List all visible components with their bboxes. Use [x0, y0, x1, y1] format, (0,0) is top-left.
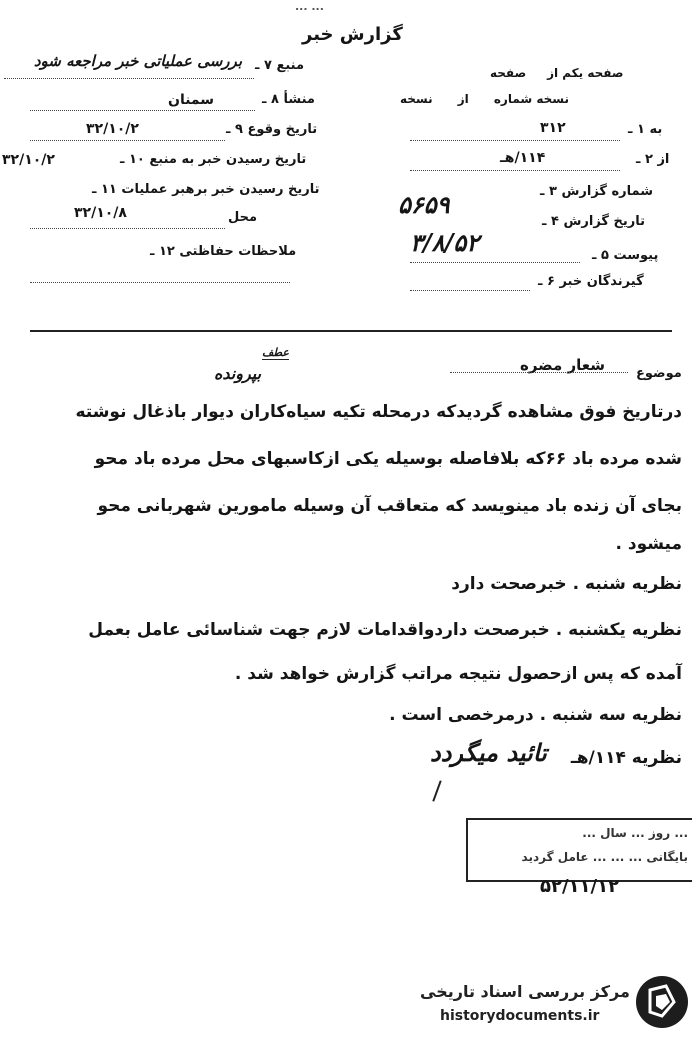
subject-annotation-bottom: بپرونده [214, 364, 262, 383]
body-line-4: میشود . [615, 534, 682, 554]
field-7-value: بررسی عملیاتی خبر مراجعه شود [33, 52, 242, 70]
field-2-value: ۱۱۴/هـ [500, 150, 546, 166]
note-sunday: نظریه یکشنبه . خبرصحت داردواقدامات لازم جهت شناسائی عامل بعمل [88, 620, 682, 640]
field-11-label: تاریخ رسیدن خبر برهبر عملیات ۱۱ ـ [92, 182, 320, 197]
body-line-3: بجای آن زنده باد مینویسد که متعاقب آن وسیله مامورین شهربانی محو [97, 496, 682, 516]
note-sunday-cont: آمده که پس ازحصول نتیجه مراتب گزارش خواهد شد . [234, 664, 682, 684]
field-6-label: گیرندگان خبر ۶ ـ [538, 274, 644, 289]
field-5-label: پیوست ۵ ـ [592, 248, 659, 263]
note-114: نظریه ۱۱۴/هـ [570, 748, 682, 768]
subject-value: شعار مضره [520, 356, 605, 374]
copy-info: نسخه شماره از نسخه [400, 92, 570, 106]
field-10-value: ۳۲/۱۰/۲ [2, 152, 55, 168]
field-8-value: سمنان [168, 92, 215, 108]
form-title: گزارش خبر [302, 24, 403, 45]
field-4-value: ۳/۸/۵۲ [410, 228, 480, 257]
field-3-label: شماره گزارش ۳ ـ [540, 184, 654, 199]
watermark-url: historydocuments.ir [440, 1008, 600, 1024]
header-top-fragment: ... ... [295, 0, 324, 13]
field-5-dotline [410, 262, 580, 263]
field-6-dotline [410, 290, 530, 291]
body-line-1: درتاریخ فوق مشاهده گردیدکه درمحله تکیه سیاه‌کاران دیوار باذغال نوشته [75, 402, 682, 422]
stamp-date: ۵۲/۱۱/۱۲ [540, 876, 620, 897]
field-11-value: ۳۲/۱۰/۸ [74, 205, 127, 221]
field-4-label: تاریخ گزارش ۴ ـ [542, 214, 646, 229]
field-7-dotline [4, 78, 254, 79]
subject-dotline [450, 372, 628, 373]
field-10-label: تاریخ رسیدن خبر به منبع ۱۰ ـ [120, 152, 307, 167]
field-11-label-place: محل [228, 210, 258, 225]
handwritten-stroke [432, 780, 441, 801]
field-12-dotline [30, 282, 290, 283]
stamp-line-2: بایگانی ... ... ... عامل گردید [521, 850, 688, 864]
field-1-label: به ۱ ـ [628, 122, 663, 137]
page-info: صفحه یکم از صفحه [490, 66, 624, 80]
field-1-value: ۳۱۲ [540, 120, 566, 136]
field-11-dotline [30, 228, 225, 229]
handwritten-confirmation: تائید میگردد [430, 738, 547, 767]
archive-stamp [466, 818, 692, 882]
field-9-label: تاریخ وقوع ۹ ـ [226, 122, 318, 137]
field-12-label: ملاحظات حفاظتی ۱۲ ـ [150, 244, 297, 259]
field-9-dotline [30, 140, 225, 141]
field-1-dotline [410, 140, 620, 141]
body-line-2: شده مرده باد ۶۶که بلافاصله بوسیله یکی ازکاسبهای محل مرده باد محو [94, 449, 682, 469]
field-9-value: ۳۲/۱۰/۲ [86, 121, 139, 137]
field-7-label: منبع ۷ ـ [255, 58, 304, 73]
subject-annotation-top: عطف [262, 346, 289, 359]
field-8-dotline [30, 110, 255, 111]
watermark-name: مرکز بررسی اسناد تاریخی [420, 982, 630, 1001]
subject-label: موضوع [636, 366, 682, 381]
field-8-label: منشأ ۸ ـ [262, 92, 315, 107]
stamp-line-1: ... روز ... سال ... [582, 826, 688, 840]
note-tuesday: نظریه سه شنبه . درمرخصی است . [389, 705, 682, 725]
field-3-value: ۵۶۵۹ [398, 190, 450, 219]
section-divider [30, 330, 672, 332]
archive-logo-icon [636, 976, 688, 1028]
note-saturday: نظریه شنبه . خبرصحت دارد [451, 574, 682, 594]
field-2-dotline [410, 170, 620, 171]
field-2-label: از ۲ ـ [636, 152, 670, 167]
